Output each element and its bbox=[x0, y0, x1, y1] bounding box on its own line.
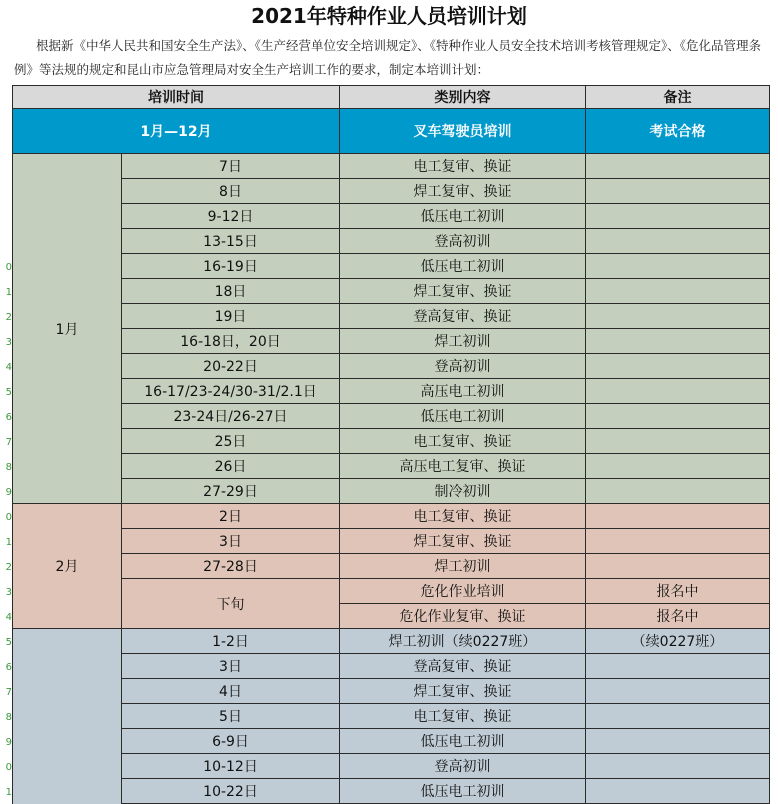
band-content[interactable]: 叉车驾驶员培训 bbox=[340, 109, 586, 154]
date-cell[interactable]: 3日 bbox=[122, 529, 340, 554]
table-row bbox=[13, 479, 770, 504]
date-cell[interactable]: 18日 bbox=[122, 279, 340, 304]
row-number[interactable]: 0 bbox=[5, 512, 12, 523]
row-number[interactable]: 7 bbox=[5, 437, 12, 448]
table-row bbox=[13, 304, 770, 329]
table-row bbox=[13, 404, 770, 429]
content-cell[interactable]: 焊工复审、换证 bbox=[340, 529, 586, 554]
row-number[interactable]: 2 bbox=[5, 562, 12, 573]
content-cell[interactable]: 登高复审、换证 bbox=[340, 304, 586, 329]
note-cell[interactable] bbox=[586, 254, 770, 279]
table-row bbox=[13, 454, 770, 479]
content-cell[interactable]: 危化作业培训 bbox=[340, 579, 586, 604]
content-cell[interactable]: 低压电工初训 bbox=[340, 729, 586, 754]
note-cell[interactable]: （续0227班） bbox=[586, 629, 770, 654]
content-cell[interactable]: 电工复审、换证 bbox=[340, 154, 586, 179]
date-cell[interactable]: 7日 bbox=[122, 154, 340, 179]
note-cell[interactable] bbox=[586, 754, 770, 779]
month-cell[interactable]: 2月 bbox=[13, 504, 122, 629]
date-cell[interactable]: 6-9日 bbox=[122, 729, 340, 754]
row-number[interactable]: 8 bbox=[5, 462, 12, 473]
content-cell[interactable]: 电工复审、换证 bbox=[340, 704, 586, 729]
content-cell[interactable]: 焊工复审、换证 bbox=[340, 179, 586, 204]
row-number[interactable]: 5 bbox=[5, 387, 12, 398]
table-row bbox=[13, 329, 770, 354]
month-cell[interactable] bbox=[13, 629, 122, 804]
table-row bbox=[13, 529, 770, 554]
date-cell[interactable]: 1-2日 bbox=[122, 629, 340, 654]
content-cell[interactable]: 焊工初训 bbox=[340, 329, 586, 354]
content-cell[interactable]: 危化作业复审、换证 bbox=[340, 604, 586, 629]
table-row bbox=[13, 229, 770, 254]
note-cell[interactable] bbox=[586, 154, 770, 179]
row-number[interactable]: 1 bbox=[5, 787, 12, 798]
note-cell[interactable] bbox=[586, 379, 770, 404]
note-cell[interactable] bbox=[586, 204, 770, 229]
table-row bbox=[13, 279, 770, 304]
date-cell[interactable]: 20-22日 bbox=[122, 354, 340, 379]
content-cell[interactable]: 低压电工初训 bbox=[340, 404, 586, 429]
date-cell[interactable]: 9-12日 bbox=[122, 204, 340, 229]
content-cell[interactable]: 登高初训 bbox=[340, 229, 586, 254]
row-number[interactable]: 3 bbox=[5, 337, 12, 348]
content-cell[interactable]: 焊工复审、换证 bbox=[340, 279, 586, 304]
page-title: 2021年特种作业人员培训计划 bbox=[251, 4, 527, 28]
row-number[interactable]: 9 bbox=[5, 487, 12, 498]
note-cell[interactable]: 报名中 bbox=[586, 579, 770, 604]
content-cell[interactable]: 焊工复审、换证 bbox=[340, 679, 586, 704]
date-cell[interactable]: 5日 bbox=[122, 704, 340, 729]
note-cell[interactable] bbox=[586, 229, 770, 254]
spreadsheet bbox=[12, 0, 778, 800]
note-cell[interactable] bbox=[586, 279, 770, 304]
row-number[interactable]: 3 bbox=[5, 587, 12, 598]
content-cell[interactable]: 低压电工初训 bbox=[340, 254, 586, 279]
note-cell[interactable] bbox=[586, 704, 770, 729]
table-row bbox=[13, 154, 770, 179]
row-number[interactable]: 6 bbox=[5, 412, 12, 423]
table-row bbox=[13, 729, 770, 754]
table-row bbox=[13, 254, 770, 279]
month-cell[interactable]: 1月 bbox=[13, 154, 122, 504]
note-cell[interactable] bbox=[586, 429, 770, 454]
intro-paragraph: 根据新《中华人民共和国安全生产法》、《生产经营单位安全培训规定》、《特种作业人员安全技术培训考核管理规定》、《危化品管理条例》等法规的规定和昆山市应急管理局对安全生产培训工作的要求，制定本培训计划： bbox=[14, 38, 762, 77]
header-row bbox=[13, 86, 770, 109]
table-row bbox=[13, 179, 770, 204]
row-number[interactable]: 0 bbox=[5, 262, 12, 273]
table-row bbox=[13, 429, 770, 454]
row-number[interactable]: 2 bbox=[5, 312, 12, 323]
row-number[interactable]: 6 bbox=[5, 662, 12, 673]
table-row bbox=[13, 754, 770, 779]
header-time[interactable]: 培训时间 bbox=[13, 86, 340, 109]
row-number[interactable]: 0 bbox=[5, 762, 12, 773]
note-cell[interactable] bbox=[586, 454, 770, 479]
table-row bbox=[13, 579, 770, 604]
note-cell[interactable] bbox=[586, 679, 770, 704]
table-row bbox=[13, 779, 770, 804]
training-schedule-table bbox=[12, 85, 770, 804]
row-number[interactable]: 1 bbox=[5, 287, 12, 298]
date-cell[interactable]: 23-24日/26-27日 bbox=[122, 404, 340, 429]
row-number[interactable]: 7 bbox=[5, 687, 12, 698]
date-cell[interactable]: 19日 bbox=[122, 304, 340, 329]
date-cell[interactable]: 16-19日 bbox=[122, 254, 340, 279]
date-cell[interactable]: 10-22日 bbox=[122, 779, 340, 804]
date-cell[interactable]: 26日 bbox=[122, 454, 340, 479]
table-row bbox=[13, 654, 770, 679]
date-cell[interactable]: 8日 bbox=[122, 179, 340, 204]
row-number[interactable]: 4 bbox=[5, 362, 12, 373]
note-cell[interactable] bbox=[586, 329, 770, 354]
table-row bbox=[13, 554, 770, 579]
table-row bbox=[13, 379, 770, 404]
header-content[interactable]: 类别内容 bbox=[340, 86, 586, 109]
row-number[interactable]: 5 bbox=[5, 637, 12, 648]
header-note[interactable]: 备注 bbox=[586, 86, 770, 109]
row-number[interactable]: 4 bbox=[5, 612, 12, 623]
note-cell[interactable] bbox=[586, 179, 770, 204]
row-number[interactable]: 9 bbox=[5, 737, 12, 748]
band-time[interactable]: 1月—12月 bbox=[13, 109, 340, 154]
content-cell[interactable]: 焊工初训（续0227班） bbox=[340, 629, 586, 654]
content-cell[interactable]: 高压电工复审、换证 bbox=[340, 454, 586, 479]
table-row bbox=[13, 629, 770, 654]
note-cell[interactable] bbox=[586, 504, 770, 529]
date-cell[interactable]: 16-17/23-24/30-31/2.1日 bbox=[122, 379, 340, 404]
content-cell[interactable]: 低压电工初训 bbox=[340, 204, 586, 229]
row-number-gutter bbox=[0, 0, 12, 798]
content-cell[interactable]: 登高初训 bbox=[340, 354, 586, 379]
band-note[interactable]: 考试合格 bbox=[586, 109, 770, 154]
band-row bbox=[13, 109, 770, 154]
content-cell[interactable]: 电工复审、换证 bbox=[340, 504, 586, 529]
table-row bbox=[13, 204, 770, 229]
row-number[interactable]: 1 bbox=[5, 537, 12, 548]
note-cell[interactable] bbox=[586, 654, 770, 679]
date-cell[interactable]: 下旬 bbox=[122, 579, 340, 629]
date-cell[interactable]: 4日 bbox=[122, 679, 340, 704]
note-cell[interactable] bbox=[586, 729, 770, 754]
date-cell[interactable]: 2日 bbox=[122, 504, 340, 529]
content-cell[interactable]: 高压电工初训 bbox=[340, 379, 586, 404]
date-cell[interactable]: 25日 bbox=[122, 429, 340, 454]
table-row bbox=[13, 354, 770, 379]
date-cell[interactable]: 13-15日 bbox=[122, 229, 340, 254]
row-number[interactable]: 8 bbox=[5, 712, 12, 723]
date-cell[interactable]: 10-12日 bbox=[122, 754, 340, 779]
note-cell[interactable] bbox=[586, 779, 770, 804]
table-row bbox=[13, 679, 770, 704]
table-row bbox=[13, 704, 770, 729]
content-cell[interactable]: 电工复审、换证 bbox=[340, 429, 586, 454]
note-cell[interactable]: 报名中 bbox=[586, 604, 770, 629]
content-cell[interactable]: 制冷初训 bbox=[340, 479, 586, 504]
table-row bbox=[13, 504, 770, 529]
note-cell[interactable] bbox=[586, 404, 770, 429]
date-cell[interactable]: 3日 bbox=[122, 654, 340, 679]
note-cell[interactable] bbox=[586, 354, 770, 379]
date-cell[interactable]: 16-18日，20日 bbox=[122, 329, 340, 354]
content-cell[interactable]: 低压电工初训 bbox=[340, 779, 586, 804]
date-cell[interactable]: 27-28日 bbox=[122, 554, 340, 579]
date-cell[interactable]: 27-29日 bbox=[122, 479, 340, 504]
content-cell[interactable]: 焊工初训 bbox=[340, 554, 586, 579]
note-cell[interactable] bbox=[586, 554, 770, 579]
content-cell[interactable]: 登高初训 bbox=[340, 754, 586, 779]
note-cell[interactable] bbox=[586, 479, 770, 504]
note-cell[interactable] bbox=[586, 529, 770, 554]
content-cell[interactable]: 登高复审、换证 bbox=[340, 654, 586, 679]
note-cell[interactable] bbox=[586, 304, 770, 329]
